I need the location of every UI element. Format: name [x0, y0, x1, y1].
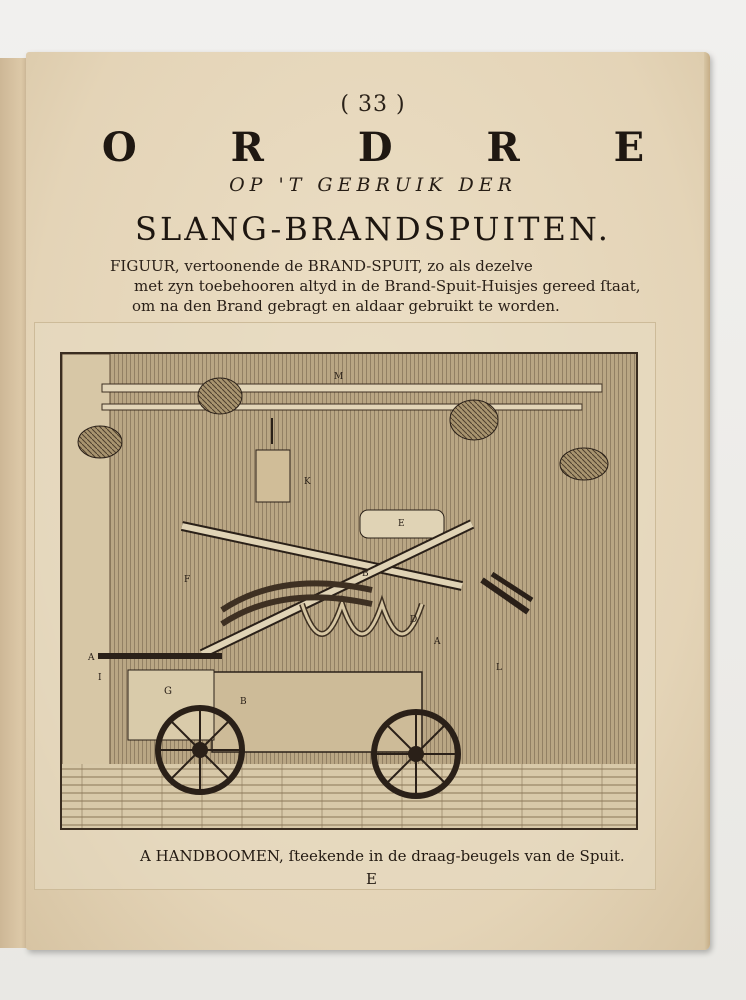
caption-line: met zyn toebehooren altyd in de Brand-Spuit-Huisjes gereed ſtaat,	[134, 277, 641, 295]
engine-cistern	[128, 670, 214, 740]
plate-letter: G	[164, 686, 172, 697]
page-number: ( 33 )	[340, 92, 406, 117]
plate-letter: D	[410, 615, 418, 625]
plate-letter: B	[240, 697, 247, 707]
plate-letter: F	[184, 575, 191, 585]
lantern	[256, 450, 290, 502]
wheel-right	[374, 712, 458, 796]
page-subtitle: OP 'T GEBRUIK DER	[229, 174, 517, 196]
plate-letter: I	[98, 673, 102, 683]
caption-line: om na den Brand gebragt en aldaar gebruikt te worden.	[132, 297, 560, 315]
wheel-left	[158, 708, 242, 792]
left-pillar	[62, 354, 110, 774]
plate-letter: M	[334, 372, 344, 382]
floor-boards	[62, 764, 636, 828]
page-title: O R D R E	[101, 124, 685, 171]
plate-letter: A	[88, 653, 95, 663]
plate-letter: L	[496, 663, 502, 673]
leather-bucket	[78, 426, 122, 458]
plate-letter: A	[434, 637, 441, 647]
hanging-rail-lower	[102, 404, 582, 410]
main-heading: SLANG-BRANDSPUITEN.	[135, 210, 611, 248]
leather-bucket	[198, 378, 242, 414]
plate-letter: B	[362, 569, 369, 579]
leather-bucket	[450, 400, 498, 440]
plate-letter: E	[398, 519, 405, 529]
legend-line: A HANDBOOMEN, ſteekende in de draag-beugels van de Spuit.	[140, 847, 625, 865]
fire-engine-engraving	[60, 352, 638, 830]
figure-caption	[110, 256, 650, 316]
caption-line: FIGUUR, vertoonende de BRAND-SPUIT, zo als dezelve	[110, 257, 533, 275]
plate-letter: K	[304, 477, 311, 487]
hanging-rail	[102, 384, 602, 392]
catchword: E	[366, 870, 377, 888]
leather-bucket	[560, 448, 608, 480]
